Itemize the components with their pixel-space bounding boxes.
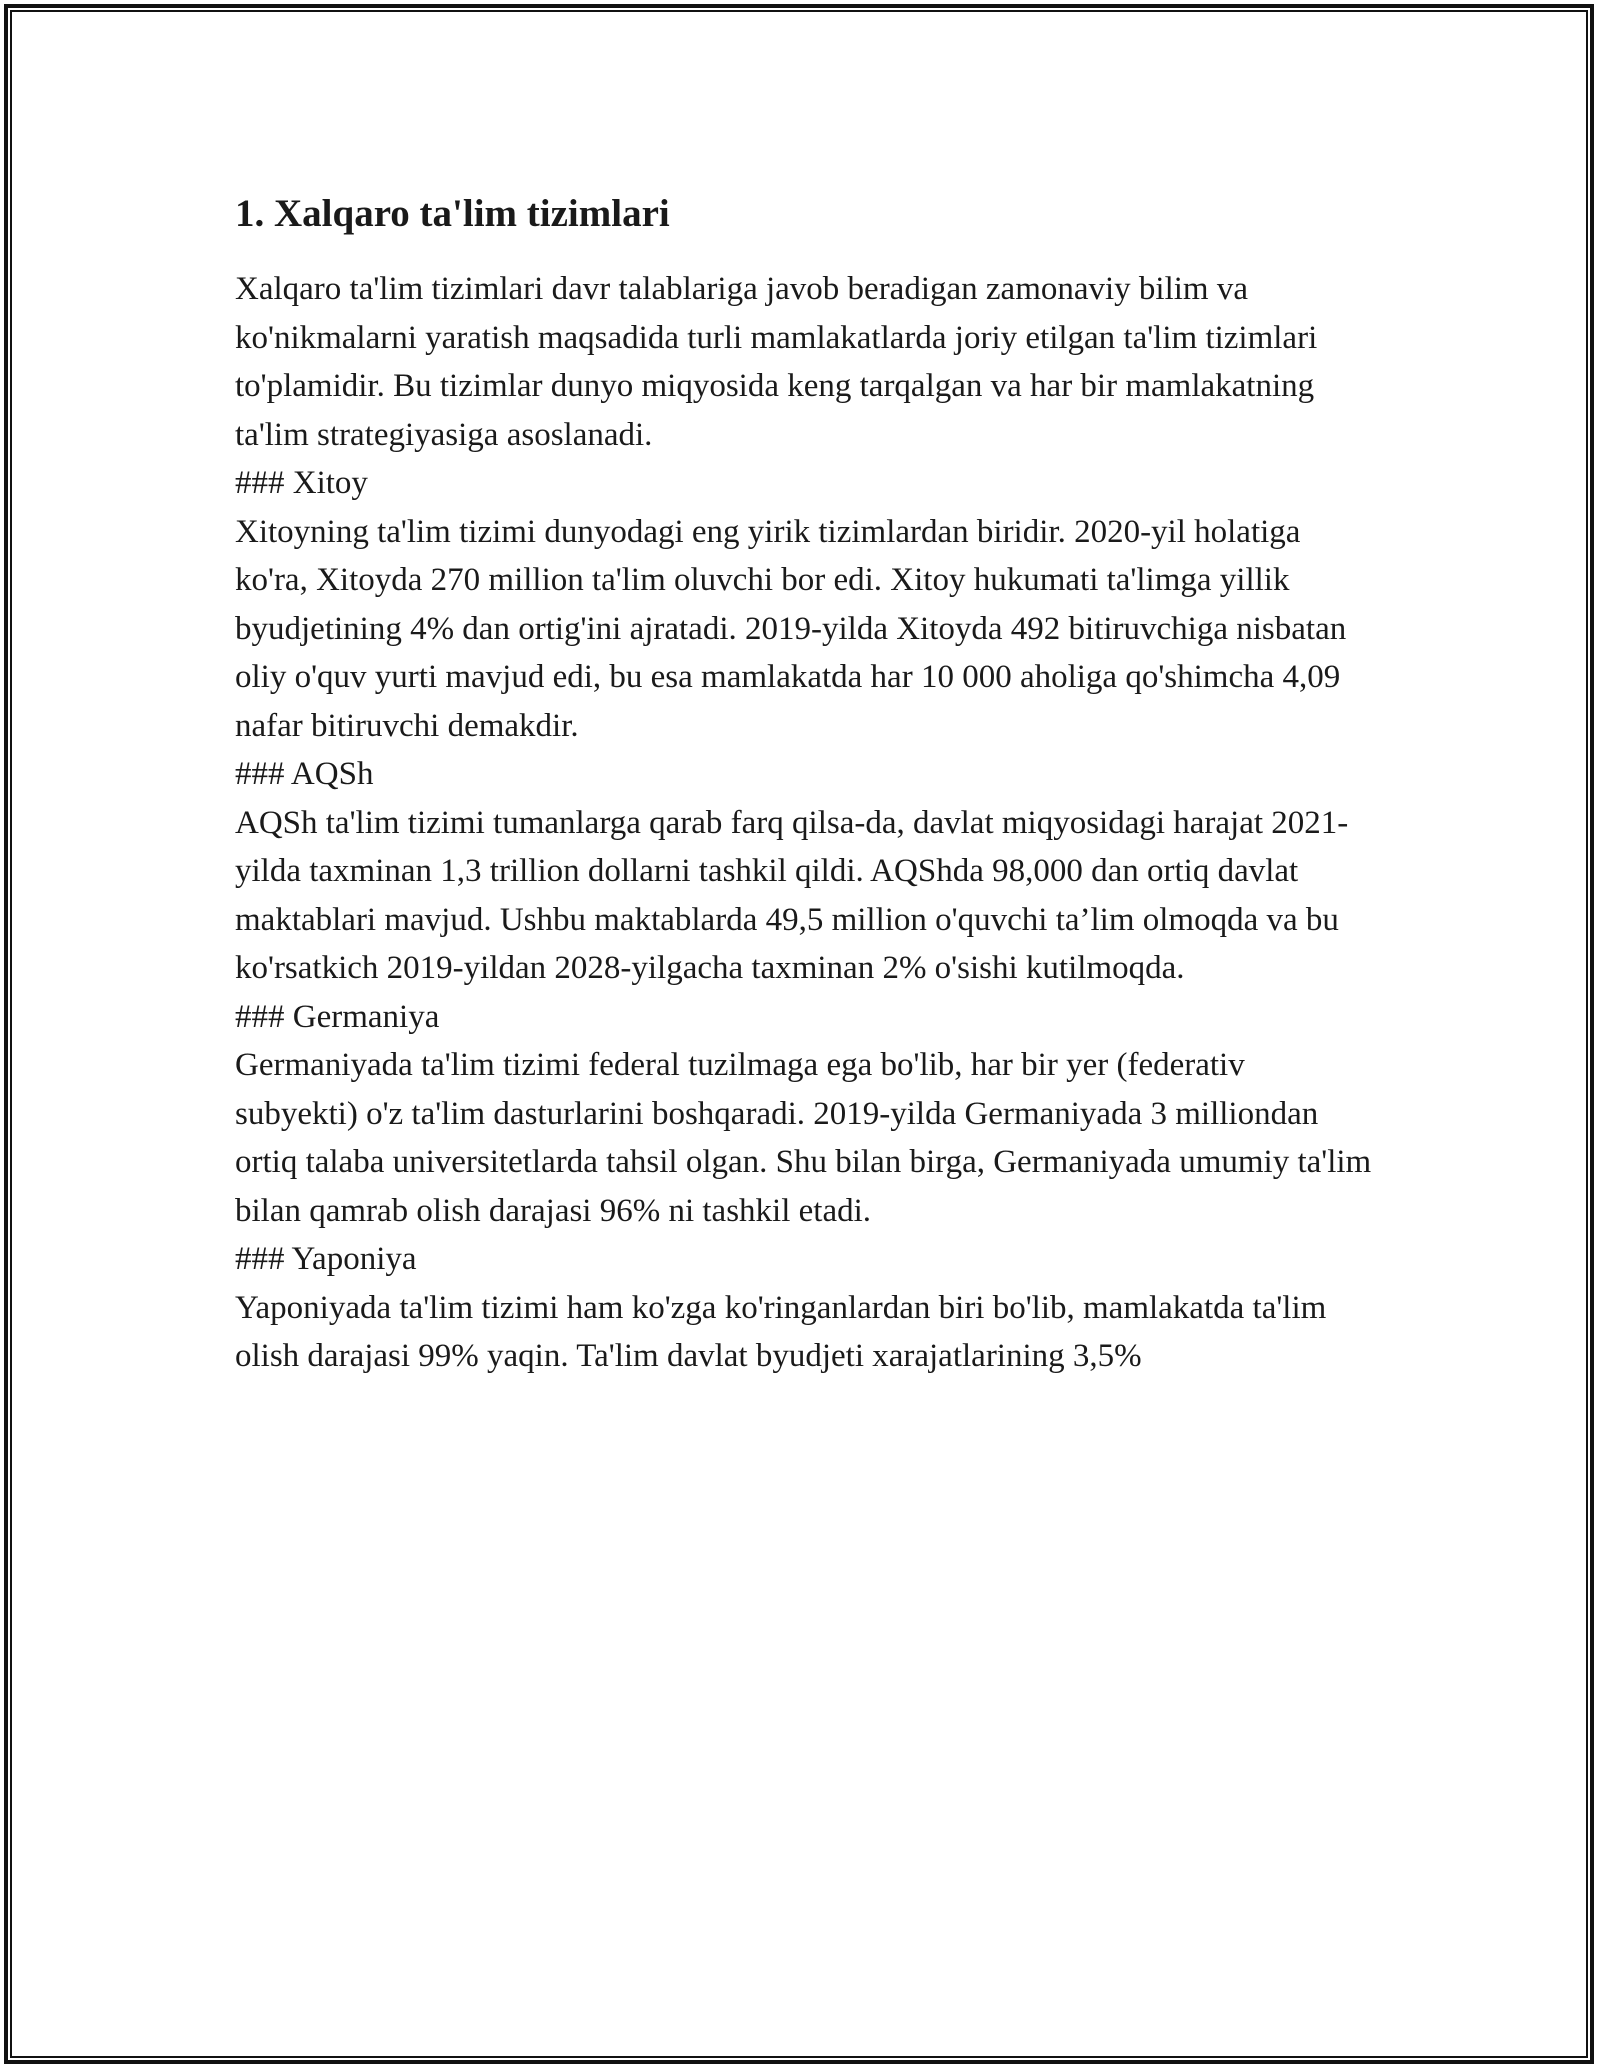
intro-paragraph: Xalqaro ta'lim tizimlari davr talablariga javob beradigan zamonaviy bilim va ko'nikmalarni yaratish maqsadida turli mamlakatlarda joriy etilgan ta'lim tizimlari to'plamidir. Bu tizimlar dunyo miqyosida keng tarqalgan va har bir mamlakatning ta'lim strategiyasiga asoslanadi.: [235, 271, 1318, 453]
document-title: 1. Xalqaro ta'lim tizimlari: [235, 192, 670, 235]
section-body-germaniya: Germaniyada ta'lim tizimi federal tuzilmaga ega bo'lib, har bir yer (federativ subyekti) o'z ta'lim dasturlarini boshqaradi. 2019-yilda Germaniyada 3 milliondan ortiq talaba universitetlarda tahsil olgan. Shu bilan birga, Germaniyada umumiy ta'lim bilan qamrab olish darajasi 96% ni tashkil etadi.: [235, 1047, 1372, 1229]
section-heading-germaniya: ### Germaniya: [235, 998, 440, 1035]
document-body: [235, 188, 1375, 1381]
section-heading-xitoy: ### Xitoy: [235, 465, 368, 501]
section-body-yaponiya: Yaponiyada ta'lim tizimi ham ko'zga ko'ringanlardan biri bo'lib, mamlakatda ta'lim olish darajasi 99% yaqin. Ta'lim davlat byudjeti xarajatlarining 3,5%: [235, 1289, 1327, 1374]
section-body-xitoy: Xitoyning ta'lim tizimi dunyodagi eng yirik tizimlardan biridir. 2020-yil holatiga ko'ra, Xitoyda 270 million ta'lim oluvchi bor edi. Xitoy hukumati ta'limga yillik byudjetining 4% dan ortig'ini ajratadi. 2019-yilda Xitoyda 492 bitiruvchiga nisbatan oliy o'quv yurti mavjud edi, bu esa mamlakatda har 10 000 aholiga qo'shimcha 4,09 nafar bitiruvchi demakdir.: [235, 513, 1347, 744]
section-heading-yaponiya: ### Yaponiya: [235, 1241, 417, 1277]
section-body-aqsh: AQSh ta'lim tizimi tumanlarga qarab farq qilsa-da, davlat miqyosidagi harajat 2021-yilda taxminan 1,3 trillion dollarni tashkil qildi. AQShda 98,000 dan ortiq davlat maktablari mavjud. Ushbu maktablarda 49,5 million o'quvchi ta’lim olmoqda va bu ko'rsatkich 2019-yildan 2028-yilgacha taxminan 2% o'sishi kutilmoqda.: [235, 804, 1349, 986]
section-heading-aqsh: ### AQSh: [235, 756, 374, 792]
